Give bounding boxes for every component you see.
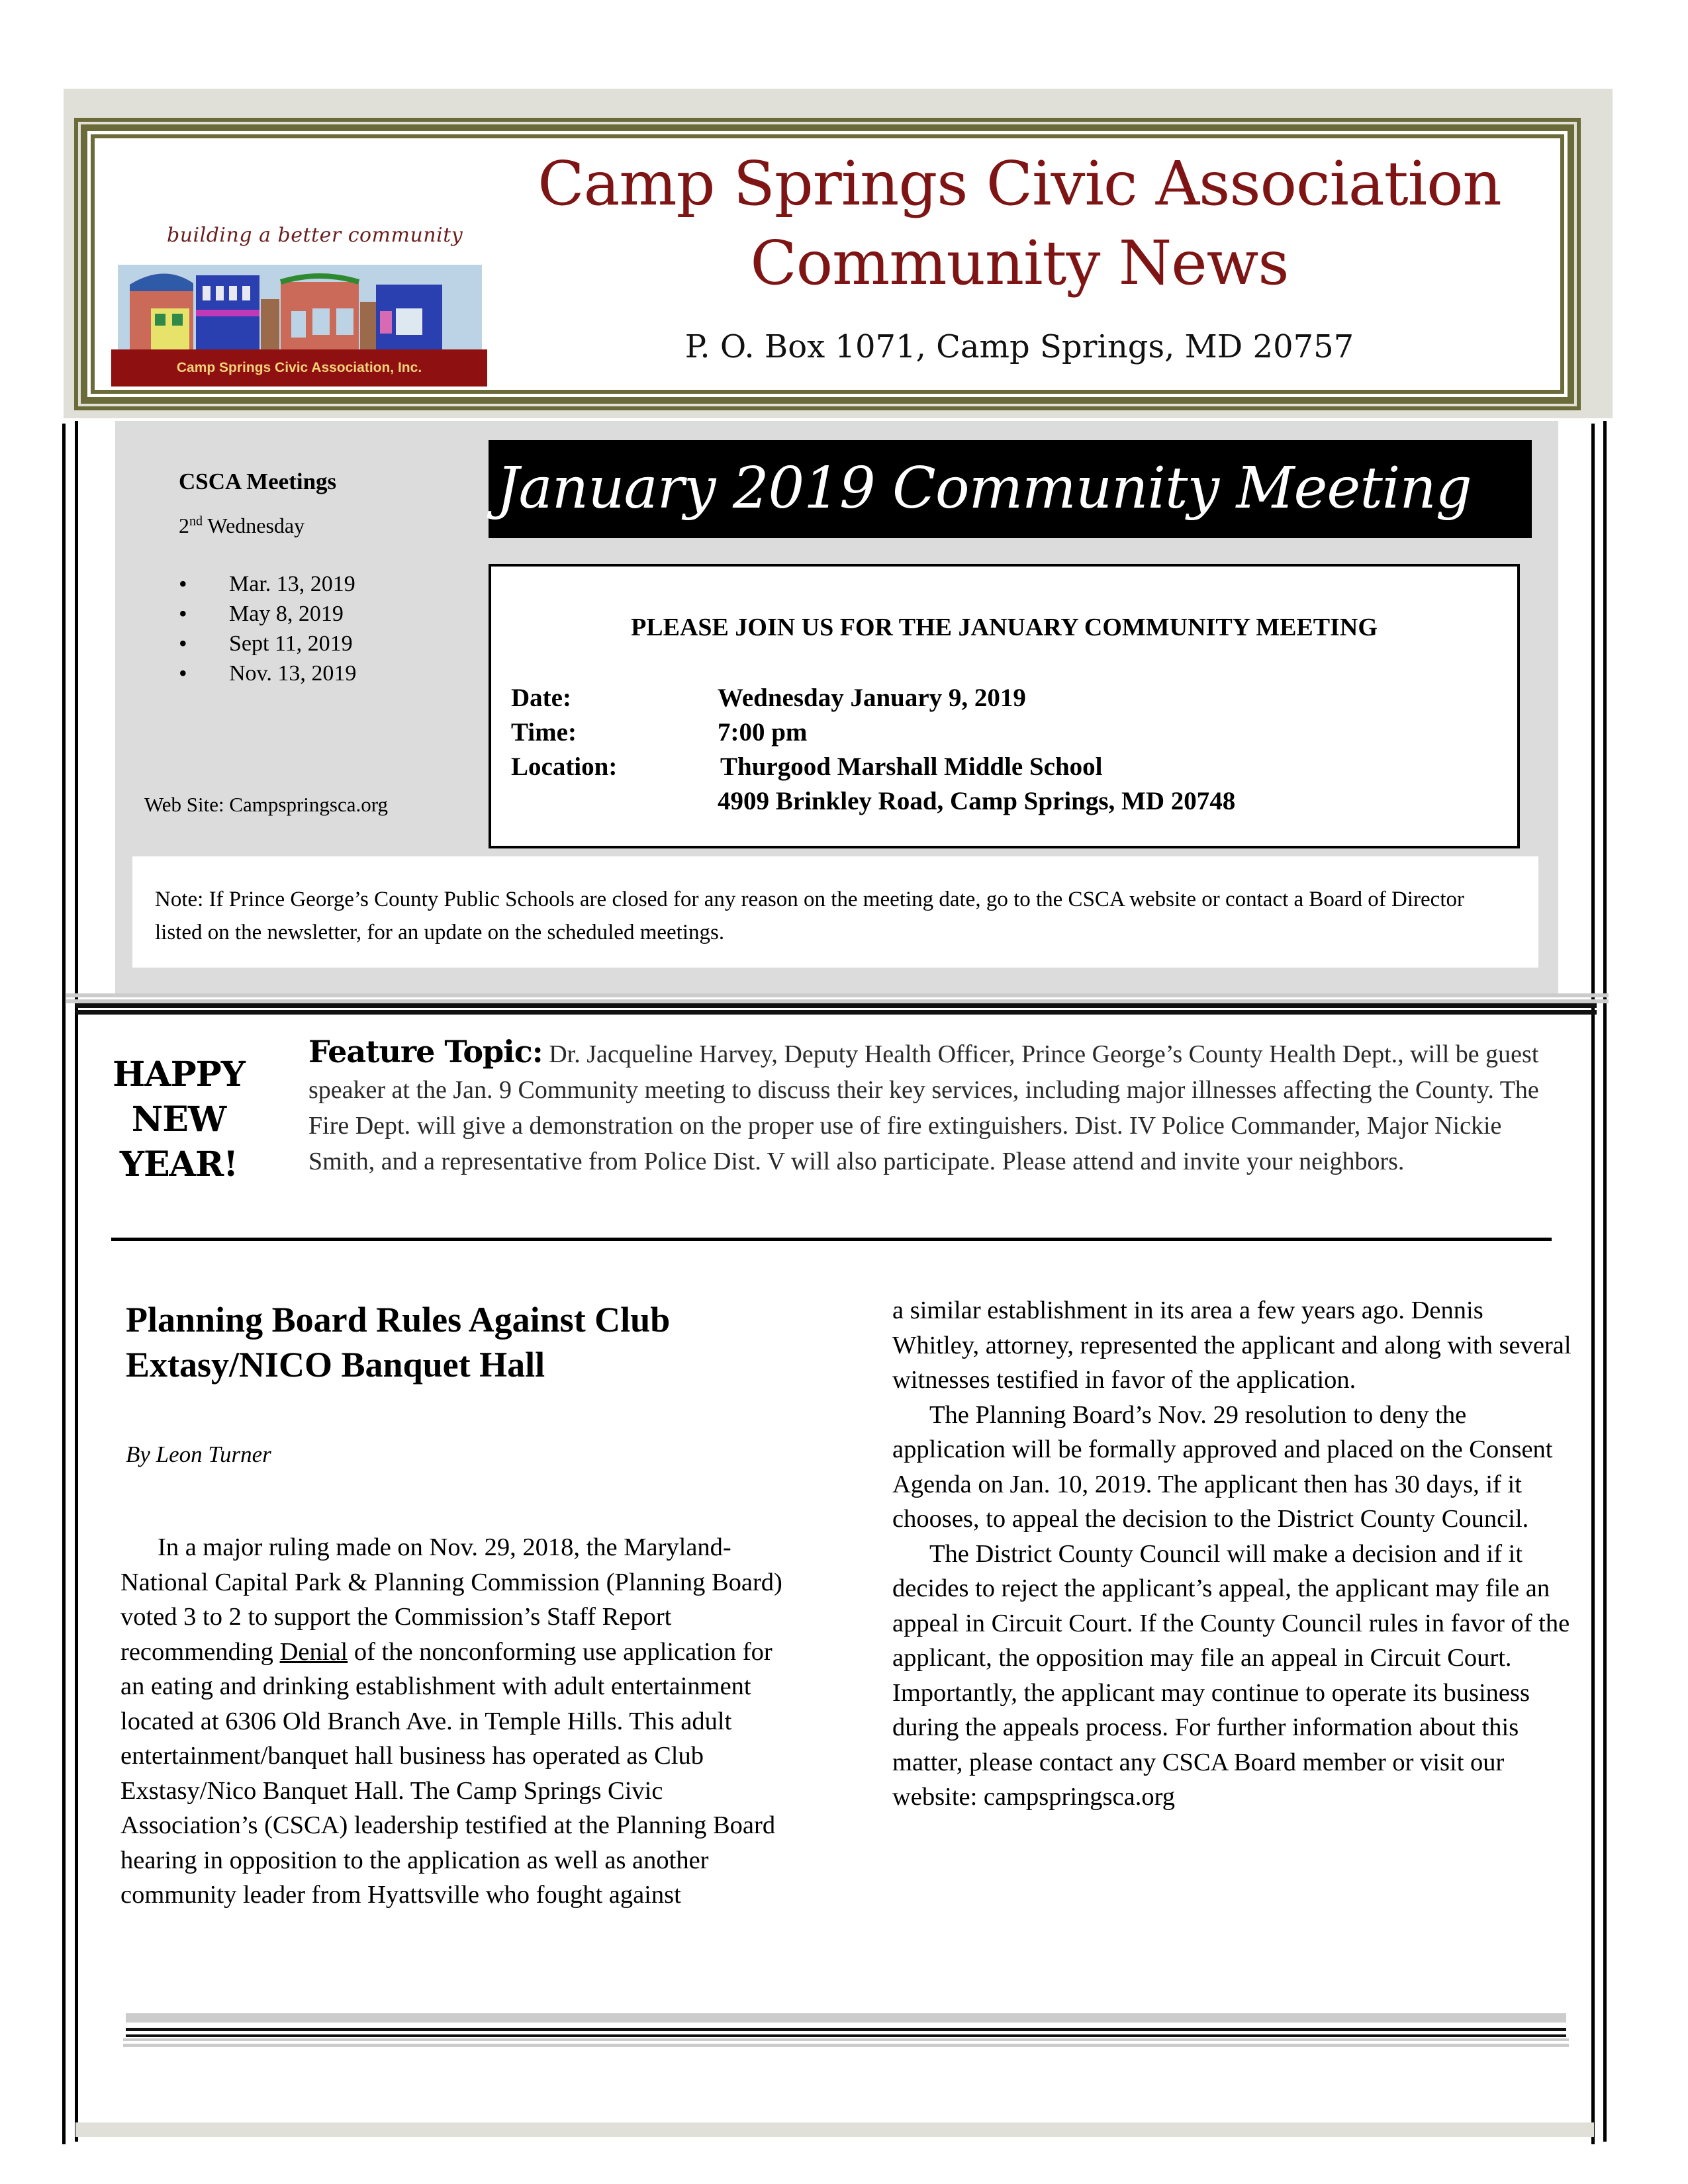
bottom-divider-black-1 xyxy=(126,2028,1566,2031)
right-rule-outer xyxy=(1603,421,1607,2142)
article-paragraph xyxy=(120,1530,802,1913)
date-label: Date: xyxy=(511,684,571,712)
feature-topic-text: Dr. Jacqueline Harvey, Deputy Health Officer, Prince George’s County Health Dept., will be guest speaker at the Jan. 9 Community meeting to discuss their key services, including major illnesses affecting the County. The Fire Dept. will give a demonstration on the proper use of fire extinguishers. Dist. IV Police Commander, Major Nickie Smith, and a representative from Police Dist. V will also participate. Please attend and invite your neighbors. xyxy=(308,1040,1539,1175)
article-paragraph: The District County Council will make a decision and if it decides to reject the applicant’s appeal, the applicant may file an appeal in Circuit Court. If the County Council rules in favor of the applicant, the opposition may file an appeal in Circuit Court. Importantly, the applicant may continue to operate its business during the appeals process. For further information about this matter, please contact any CSCA Board member or visit our website: campspringsca.org xyxy=(892,1539,1570,1811)
storefront-buildings-icon xyxy=(111,245,487,351)
left-rule-inner xyxy=(75,421,78,2142)
meeting-date-item: • Sept 11, 2019 xyxy=(179,629,356,659)
website-link[interactable]: Web Site: Campspringsca.org xyxy=(144,793,389,816)
logo-banner-text: Camp Springs Civic Association, Inc. xyxy=(176,360,422,375)
greeting-line: YEAR! xyxy=(119,1144,238,1185)
time-label: Time: xyxy=(511,718,577,747)
bottom-divider-gray-3 xyxy=(123,2044,1569,2047)
article-paragraph-continued: a similar establishment in its area a few years ago. Dennis Whitley, attorney, represented the applicant and along with several witnesses testified in favor of the application. xyxy=(892,1297,1571,1394)
right-rule-inner xyxy=(1591,424,1595,2144)
newsletter-title xyxy=(503,144,1536,303)
location-label: Location: xyxy=(511,752,618,781)
article-title: Planning Board Rules Against Club Extasy/NICO Banquet Hall xyxy=(126,1300,671,1385)
greeting-line: NEW xyxy=(131,1099,226,1140)
happy-new-year-greeting xyxy=(99,1052,258,1187)
divider-black-2 xyxy=(75,1010,1597,1015)
greeting-line: HAPPY xyxy=(113,1054,245,1095)
feature-divider xyxy=(111,1238,1552,1241)
footer-band xyxy=(75,2122,1594,2137)
bottom-divider-gray-1 xyxy=(126,2013,1566,2023)
divider-black-1 xyxy=(75,1003,1597,1008)
closure-note xyxy=(132,856,1538,968)
closure-note-text: Note: If Prince George’s County Public Schools are closed for any reason on the meeting date, go to the CSCA website or contact a Board of Director listed on the newsletter, for an update on the scheduled meetings. xyxy=(155,887,1464,944)
left-rule-outer xyxy=(62,424,66,2144)
location-address: 4909 Brinkley Road, Camp Springs, MD 20748 xyxy=(718,787,1236,815)
schedule-day: Wednesday xyxy=(203,514,305,537)
emphasized-denial: Denial xyxy=(279,1637,348,1666)
article-paragraph: The Planning Board’s Nov. 29 resolution to deny the application will be formally approved and placed on the Consent Agenda on Jan. 10, 2019. The applicant then has 30 days, if it chooses, to appeal the decision to the District County Council. xyxy=(892,1400,1553,1533)
meeting-schedule xyxy=(179,514,305,538)
divider-gray-1 xyxy=(66,993,1609,997)
meeting-details-box xyxy=(489,564,1520,848)
meeting-banner: January 2019 Community Meeting xyxy=(489,440,1532,538)
time-value: 7:00 pm xyxy=(718,718,808,747)
title-line-1: Camp Springs Civic Association xyxy=(538,148,1501,219)
meeting-invite-heading: PLEASE JOIN US FOR THE JANUARY COMMUNITY MEETING xyxy=(631,614,1378,641)
meeting-dates-list xyxy=(179,569,356,688)
meeting-date-item: • May 8, 2019 xyxy=(179,599,356,629)
logo-banner xyxy=(111,349,487,387)
bottom-divider-black-2 xyxy=(126,2034,1566,2037)
title-line-2: Community News xyxy=(750,228,1289,298)
article-byline: By Leon Turner xyxy=(126,1441,271,1467)
paragraph-text: of the nonconforming use application for an eating and drinking establishment with adult entertainment located at 6306 Old Branch Ave. in Temple Hills. This adult entertainment/banquet hall business has operated as Club Exstasy/Nico Banquet Hall. The Camp Springs Civic Association’s (CSCA) leadership testified at the Planning Board hearing in opposition to the application as well as another community leader from Hyattsville who fought against xyxy=(120,1637,776,1909)
association-logo xyxy=(111,218,502,377)
meeting-date-item: • Mar. 13, 2019 xyxy=(179,569,356,599)
sidebar-title: CSCA Meetings xyxy=(179,469,337,494)
feature-topic xyxy=(308,1034,1553,1179)
logo-tagline: building a better community xyxy=(167,224,463,247)
ordinal-suffix: nd xyxy=(189,514,203,529)
article-column-right xyxy=(892,1293,1574,1815)
article-column-left xyxy=(120,1530,802,1913)
bottom-divider-gray-2 xyxy=(123,2038,1569,2041)
feature-topic-label: Feature Topic: xyxy=(308,1034,543,1069)
date-value: Wednesday January 9, 2019 xyxy=(718,684,1026,712)
meeting-date-item: • Nov. 13, 2019 xyxy=(179,659,356,688)
mailing-address: P. O. Box 1071, Camp Springs, MD 20757 xyxy=(684,328,1354,365)
paragraph-text: In a major ruling made on Nov. 29, 2018, the Maryland-National Capital Park & Planning Commission (Planning Board) voted 3 to 2 to support the Commission’s Staff Report recommending xyxy=(120,1533,782,1666)
location-value: Thurgood Marshall Middle School xyxy=(720,752,1103,781)
ordinal-number: 2 xyxy=(179,514,189,537)
